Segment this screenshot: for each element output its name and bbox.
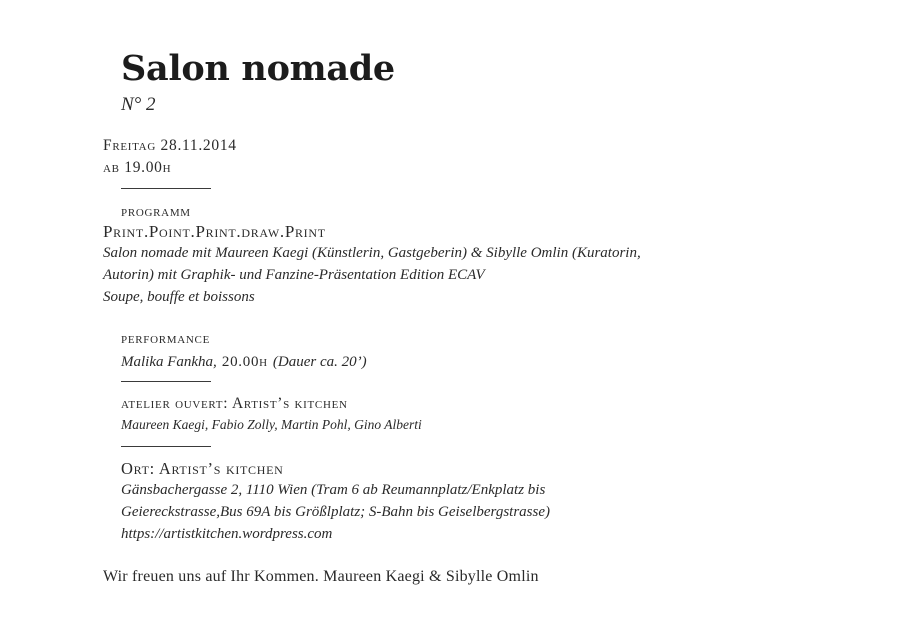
page-title: Salon nomade [121, 48, 395, 89]
programm-line: Salon nomade mit Maureen Kaegi (Künstlerin, Gastgeberin) & Sibylle Omlin (Kuratorin, [103, 245, 641, 261]
programm-heading: programm [121, 203, 191, 220]
atelier-names: Maureen Kaegi, Fabio Zolly, Martin Pohl, Gino Alberti [121, 417, 422, 432]
closing-text: Wir freuen uns auf Ihr Kommen. Maureen Kaegi & Sibylle Omlin [103, 568, 539, 585]
divider [121, 381, 211, 382]
programm-line: Autorin) mit Graphik- und Fanzine-Präsentation Edition ECAV [103, 267, 485, 283]
performance-heading: performance [121, 330, 210, 347]
performance-duration: (Dauer ca. 20’) [272, 354, 367, 370]
performer-name: Malika Fankha, [121, 354, 217, 370]
divider [121, 188, 211, 189]
divider [121, 446, 211, 447]
atelier-heading: atelier ouvert: Artist’s kitchen [121, 395, 348, 412]
event-time: ab 19.00h [103, 159, 172, 176]
programm-title: Print.Point.Print.draw.Print [103, 222, 326, 241]
website-link[interactable]: https://artistkitchen.wordpress.com [121, 526, 333, 542]
performance-time: 20.00h [221, 354, 268, 370]
ort-heading: Ort: Artist’s kitchen [121, 459, 284, 478]
performance-details [121, 351, 367, 371]
programm-line: Soupe, bouffe et boissons [103, 289, 255, 305]
address-line: Geiereckstrasse,Bus 69A bis Größlplatz; S-Bahn bis Geiselbergstrasse) [121, 504, 550, 520]
event-date: Freitag 28.11.2014 [103, 137, 237, 154]
address-line: Gänsbachergasse 2, 1110 Wien (Tram 6 ab Reumannplatz/Enkplatz bis [121, 482, 546, 498]
issue-number: N° 2 [121, 94, 156, 115]
